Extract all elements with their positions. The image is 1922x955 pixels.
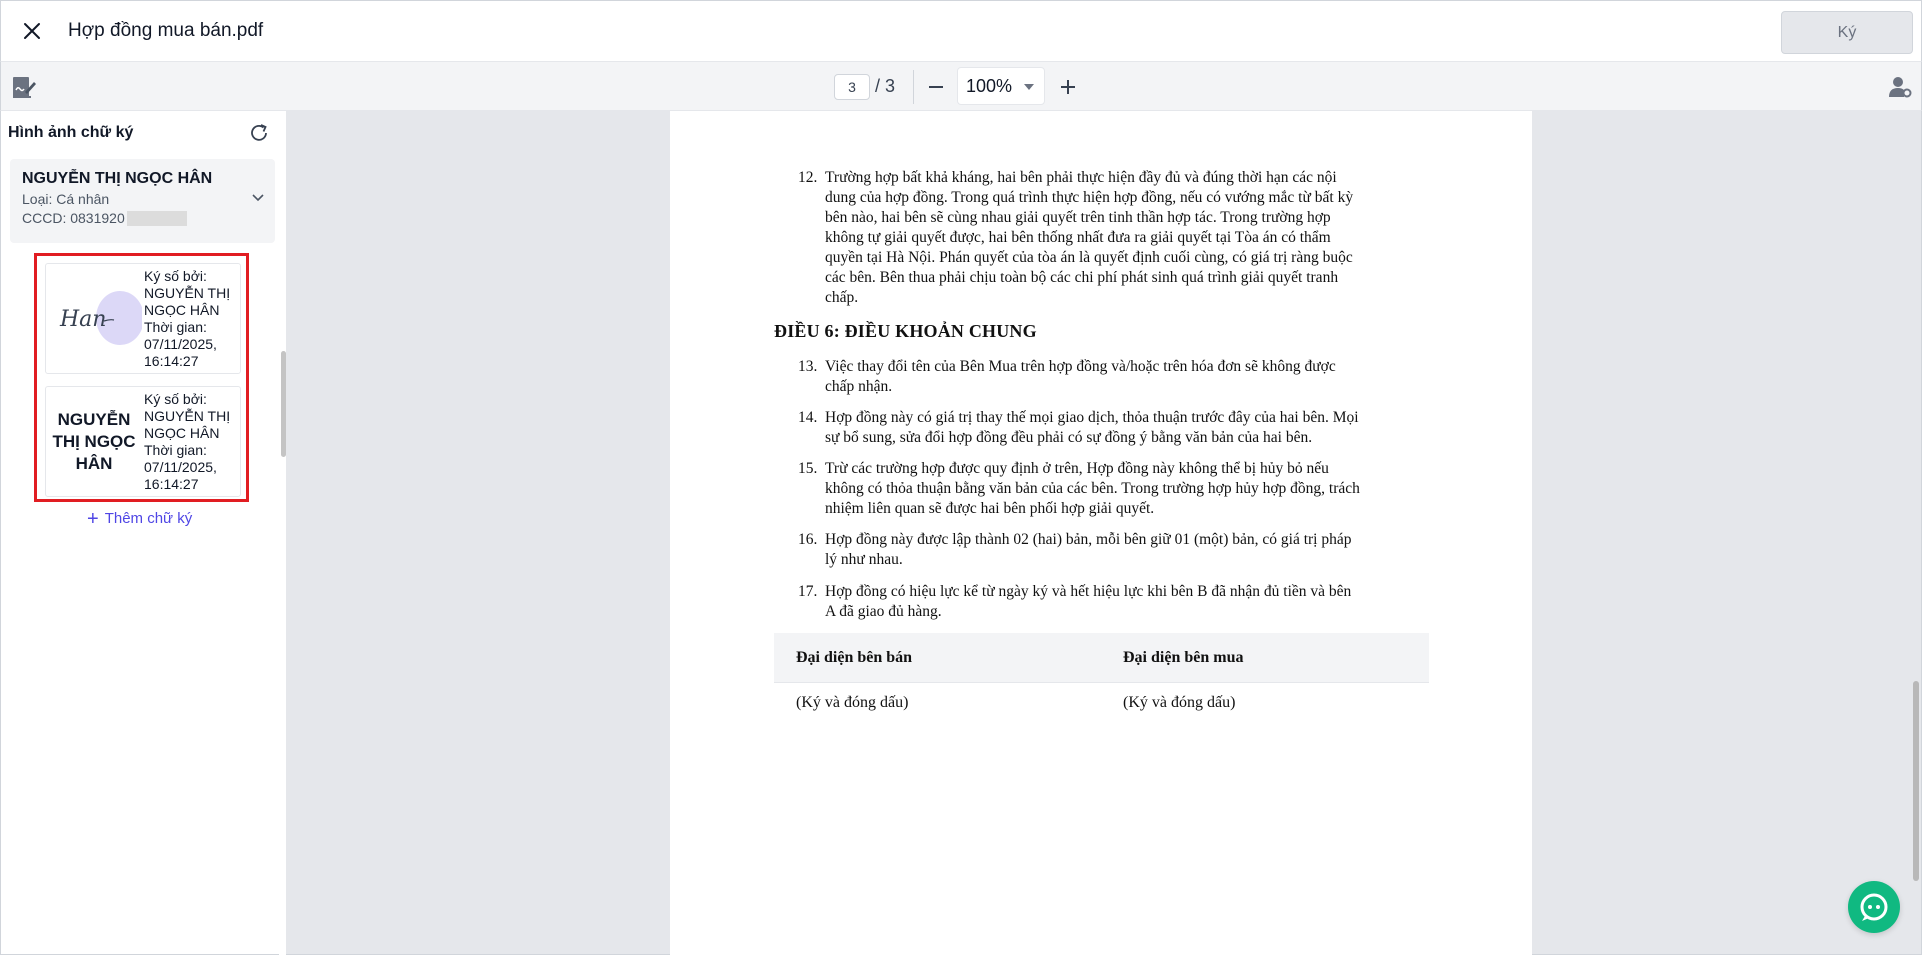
name-signature-image: NGUYỄN THỊ NGỌC HÂN [52, 410, 136, 473]
signature-edit-icon [11, 74, 37, 100]
signature-panel-toggle[interactable] [9, 72, 39, 102]
page-number-input[interactable] [834, 74, 870, 100]
clause-14: 14. Hợp đồng này có giá trị thay thế mọi giao dịch, thỏa thuận trước đây của hai bên. Mọi sự bổ sung, sửa đổi hợp đồng đều phải có sự đồng ý bằng văn bản của hai bên. [798, 409, 1359, 446]
handwritten-signature-image [50, 268, 142, 369]
minus-icon [927, 78, 945, 96]
clause-12: 12. Trường hợp bất khả kháng, hai bên phải thực hiện đầy đủ và đúng thời hạn các nội dung của hợp đồng. Trong quá trình thực hiện hợp đồng, nếu có vướng mắc từ bất kỳ bên nào, hai bên sẽ cùng nhau giải quyết trên tinh thần hợp tác. Trong trường hợp không tự giải quyết được, hai bên thống nhất đưa ra giải quyết tại Tòa án có thẩm quyền tại Hà Nội. Phán quyết của tòa án là quyết định cuối cùng, có giá trị ràng buộc các bên. Bên thua phải chịu toàn bộ các chi phí phát sinh quá trình giải quyết tranh chấp. [798, 169, 1354, 306]
sidebar-title: Hình ảnh chữ ký [8, 124, 134, 141]
app-header [0, 0, 1922, 62]
buyer-header: Đại diện bên mua [1123, 649, 1244, 666]
viewer-scroll-thumb[interactable] [1913, 681, 1919, 881]
signature-details: Ký số bởi: NGUYỄN THỊ NGỌC HÂN Thời gian: 07/11/2025, 16:14:27 [144, 268, 231, 369]
zoom-value: 100% [966, 75, 1013, 96]
pdf-viewer [286, 111, 1922, 955]
signer-type: Loại: Cá nhân [22, 191, 110, 207]
add-signature-button[interactable] [87, 507, 193, 530]
signature-sidebar [0, 111, 286, 955]
seller-header: Đại diện bên bán [796, 649, 913, 666]
caret-down-icon [1024, 84, 1034, 90]
clause-15: 15. Trừ các trường hợp được quy định ở trên, Hợp đồng này không thể bị hủy bỏ nếu không có thỏa thuận bằng văn bản của các bên. Trong trường hợp hủy hợp đồng, trách nhiệm liên quan sẽ được hai bên phối hợp giải quyết. [798, 460, 1360, 517]
chat-bot-icon [1857, 890, 1891, 924]
signer-name: NGUYỄN THỊ NGỌC HÂN [22, 170, 213, 187]
clause-17: 17. Hợp đồng có hiệu lực kể từ ngày ký và hết hiệu lực khi bên B đã nhận đủ tiền và bên A đã giao đủ hàng. [798, 583, 1352, 620]
section-heading: ĐIỀU 6: ĐIỀU KHOẢN CHUNG [774, 321, 1037, 341]
zoom-select[interactable] [957, 67, 1045, 105]
refresh-icon [248, 122, 270, 144]
pdf-toolbar [0, 62, 1922, 111]
signature-option-handwritten[interactable] [45, 263, 241, 374]
plus-icon: + [87, 507, 99, 530]
refresh-button[interactable] [245, 119, 273, 147]
signature-option-name[interactable] [45, 386, 241, 497]
redacted-id-mask [127, 211, 187, 226]
zoom-in-button[interactable] [1053, 72, 1083, 102]
clause-16: 16. Hợp đồng này được lập thành 02 (hai) bản, mỗi bên giữ 01 (một) bản, có giá trị pháp lý như nhau. [798, 531, 1352, 568]
close-icon [23, 22, 41, 40]
chevron-down-icon [250, 189, 266, 205]
toolbar-divider [913, 70, 914, 104]
signer-id: CCCD: 0831920 [22, 210, 125, 226]
user-gear-icon [1887, 74, 1913, 100]
signer-card[interactable] [10, 159, 275, 243]
table-divider [774, 682, 1429, 683]
zoom-out-button[interactable] [921, 72, 951, 102]
sign-button[interactable]: Ký [1781, 11, 1913, 54]
plus-icon [1059, 78, 1077, 96]
signature-details: Ký số bởi: NGUYỄN THỊ NGỌC HÂN Thời gian: 07/11/2025, 16:14:27 [144, 391, 231, 492]
pdf-page [670, 111, 1532, 955]
clause-13: 13. Việc thay đổi tên của Bên Mua trên hợp đồng và/hoặc trên hóa đơn sẽ không được chấp nhận. [798, 358, 1336, 395]
svg-text:Han: Han [60, 307, 107, 332]
add-signature-label: Thêm chữ ký [104, 510, 193, 527]
seller-sign-note: (Ký và đóng dấu) [796, 694, 909, 711]
chat-support-button[interactable] [1848, 881, 1900, 933]
signer-settings-button[interactable] [1885, 72, 1915, 102]
signature-list-highlight [34, 253, 249, 502]
close-button[interactable] [15, 14, 49, 48]
document-title: Hợp đồng mua bán.pdf [68, 20, 264, 41]
page-total: / 3 [875, 76, 896, 96]
buyer-sign-note: (Ký và đóng dấu) [1123, 694, 1236, 711]
